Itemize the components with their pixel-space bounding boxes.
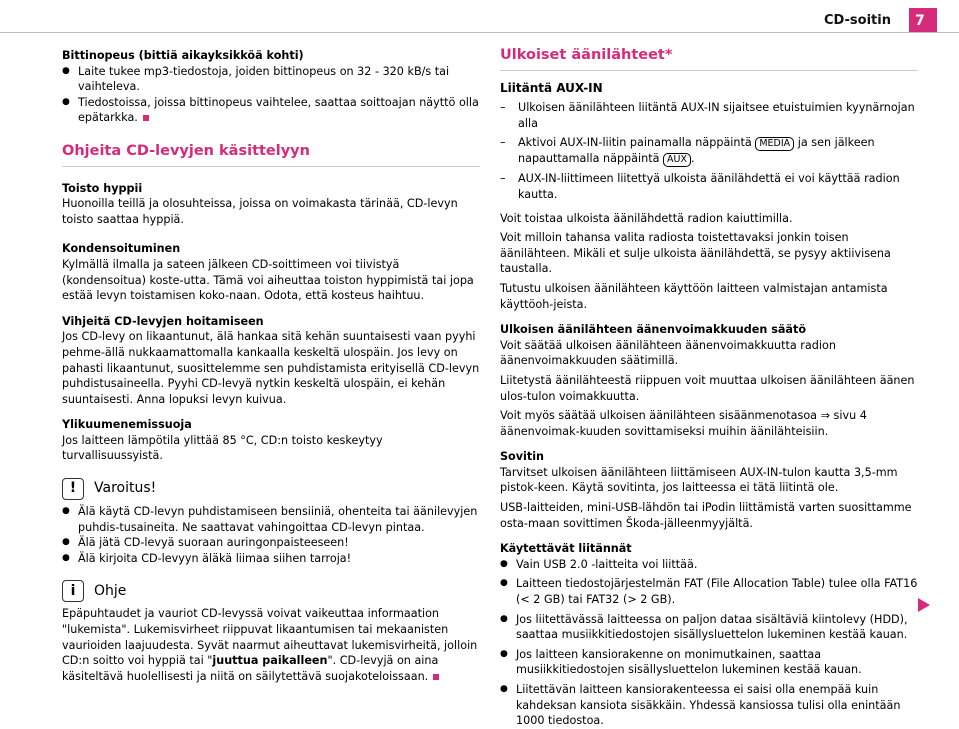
condensation-text: Kylmällä ilmalla ja sateen jälkeen CD-soittimeen voi tiivistyä (kondensoitua) koste-utta. Tämä voi aiheuttaa toiston hyppimistä tai jopa estää levyn toistamisen koko-naan. Odota, että kosteus haihtuu. [62, 257, 474, 303]
adapter-heading: Sovitin [500, 450, 545, 464]
skips-text: Huonoilla teillä ja olosuhteissa, joissa on voimakasta tärinää, CD-levyn toisto saattaa hyppiä. [62, 197, 458, 226]
section-title: CD-soitin [823, 13, 891, 28]
title-rule [500, 70, 918, 71]
page-number: 7 [909, 8, 937, 33]
external-sources-title: Ulkoiset äänilähteet* [500, 47, 673, 63]
media-key: MEDIA [755, 137, 794, 151]
list-item-text: Tiedostoissa, joissa bittinopeus vaihtelee, saattaa soittoajan näyttö olla epätarkka. [78, 95, 479, 125]
list-item: ● Älä käytä CD-levyn puhdistamiseen bensiiniä, ohenteita tai äänilevyjen puhdis-tusaineita. Ne saattavat vahingoittaa CD-levyn pintaa. [62, 504, 480, 535]
page-header [0, 0, 959, 33]
right-column [500, 48, 918, 729]
list-item [62, 95, 480, 126]
warning-title: Varoitus! [94, 480, 157, 497]
paragraph: USB-laitteiden, mini-USB-lähdön tai iPodin liittämistä varten suosittamme osta-maan sovittimen Škoda-jälleenmyyjältä. [500, 501, 912, 530]
ports-heading: Käytettävät liitännät [500, 542, 632, 556]
volume-heading: Ulkoisen äänilähteen äänenvoimakkuuden säätö [500, 323, 807, 337]
warning-box [62, 478, 480, 500]
reference-arrow-icon: ⇒ [820, 409, 830, 423]
note-text-part: Epäpuhtaudet ja vauriot CD-levyssä voivat vaikeuttaa informaation "lukemista". Lukemisvirheet riippuvat likaantumisen tai mekaanisten vaurioiden laajuudesta. Syvät naarmut aiheuttavat lukemisvirheitä, jolloin CD:n soitto voi hyppiä tai " [62, 607, 478, 668]
handling-title: Ohjeita CD-levyjen käsittelyyn [62, 142, 310, 159]
paragraph [500, 408, 918, 439]
care-heading: Vihjeitä CD-levyjen hoitamiseen [62, 314, 264, 328]
overheat-text: Jos laitteen lämpötila ylittää 85 °C, CD:n toisto keskeytyy turvallisuussyistä. [62, 433, 383, 463]
list-item: – AUX-IN-liittimeen liitettyä ulkoista äänilähdettä ei voi käyttää radion kautta. [500, 171, 918, 202]
care-text: Jos CD-levy on likaantunut, älä hankaa sitä kehän suuntaisesti vaan pyyhi pehme-ällä nukkaamattomalla kankaalla keskeltä ulospäin. Jos levy on pahasti likaantunut, suosittelemme sen puhdistamista erityisellä CD-levyn puhdistusaineella. Pyyhi CD-levyä nytkin keskeltä ulospäin, ei kehän suuntaisesti. Anna lopuksi levyn kuivua. [62, 330, 480, 406]
paragraph-text: Voit myös säätää ulkoisen äänilähteen sisäänmenotasoa [500, 409, 818, 423]
list-item: ● Laite tukee mp3-tiedostoja, joiden bittinopeus on 32 - 320 kB/s tai vaihteleva. [62, 64, 480, 95]
paragraph: Tarvitset ulkoisen äänilähteen liittämiseen AUX-IN-tulon kautta 3,5-mm pistok-keen. Käytä sovitinta, jos laitteessa ei tätä liitintä ole. [500, 465, 898, 495]
exclamation-icon: ! [62, 478, 84, 500]
list-item: ● Älä jätä CD-levyä suoraan auringonpaisteeseen! [62, 535, 480, 551]
list-item: ● Vain USB 2.0 -laitteita voi liittää. [500, 557, 918, 573]
end-marker-icon [433, 674, 439, 680]
paragraph: Voit toistaa ulkoista äänilähdettä radion kaiuttimilla. [500, 211, 793, 225]
skips-heading: Toisto hyppii [62, 181, 143, 195]
aux-key: AUX [663, 153, 691, 167]
page-reference[interactable]: sivu 4 äänenvoimak-kuuden sovittamiseksi muihin äänilähteisiin. [500, 409, 867, 438]
triangle-right-icon[interactable] [918, 598, 930, 612]
note-text-part: ". CD-levyjä on aina käsiteltävä huolellisesti ja niitä on säilytettävä suojakoteloissaan. [62, 654, 439, 683]
paragraph: Voit milloin tahansa valita radiosta toistettavaksi jonkin toisen äänilähteen. Mikäli et sulje ulkoista äänilähdettä, se pysyy aktiivisena taustalla. [500, 231, 891, 276]
list-item: – Ulkoisen äänilähteen liitäntä AUX-IN sijaitsee etuistuimien kyynärnojan alla [500, 100, 918, 131]
note-text [62, 606, 480, 684]
list-item: ● Laitteen tiedostojärjestelmän FAT (File Allocation Table) tulee olla FAT16 (< 2 GB) tai FAT32 (> 2 GB). [500, 576, 918, 607]
left-column [62, 48, 480, 684]
list-item-text: . [690, 152, 695, 166]
end-marker-icon [143, 115, 149, 121]
list-item: ● Älä kirjoita CD-levyyn äläkä liimaa siihen tarroja! [62, 551, 480, 567]
aux-heading: Liitäntä AUX-IN [500, 80, 603, 95]
header-divider [0, 32, 959, 33]
overheat-heading: Ylikuumenemissuoja [62, 418, 192, 432]
list-item [500, 135, 918, 167]
paragraph: Tutustu ulkoisen äänilähteen käyttöön laitteen valmistajan antamista käyttöoh-jeista. [500, 281, 888, 311]
paragraph: Voit säätää ulkoisen äänilähteen äänenvoimakkuutta radion äänenvoimakkuuden säätimillä. [500, 338, 836, 368]
note-emphasis: juuttua paikalleen [212, 654, 328, 668]
note-title: Ohje [94, 582, 127, 599]
paragraph: Liitetystä äänilähteestä riippuen voit muuttaa ulkoisen äänilähteen äänen ulos-tulon voimakkuutta. [500, 373, 915, 403]
list-item-text: ja sen jälkeen napauttamalla näppäintä [518, 136, 875, 166]
condensation-heading: Kondensoituminen [62, 242, 181, 256]
info-icon: i [62, 580, 84, 602]
list-item: ● Jos liitettävässä laitteessa on paljon dataa sisältäviä kiintolevy (HDD), saattaa musiikkitiedostojen sisällysluettelon lukeminen kestää kauan. [500, 612, 918, 643]
title-rule [62, 166, 480, 167]
list-item-text: Aktivoi AUX-IN-liitin painamalla näppäintä [518, 136, 752, 150]
note-box [62, 580, 480, 602]
list-item: ● Jos laitteen kansiorakenne on monimutkainen, saattaa musiikkitiedostojen sisällysluettelon lukeminen kestää kauan. [500, 647, 918, 678]
bitrate-heading: Bittinopeus (bittiä aikayksikköä kohti) [62, 49, 304, 62]
list-item: ● Liitettävän laitteen kansiorakenteessa ei saisi olla enempää kuin kahdeksan kansiota sisäkkäin. Yhdessä kansiossa tulisi olla enintään 1000 tiedostoa. [500, 682, 918, 729]
